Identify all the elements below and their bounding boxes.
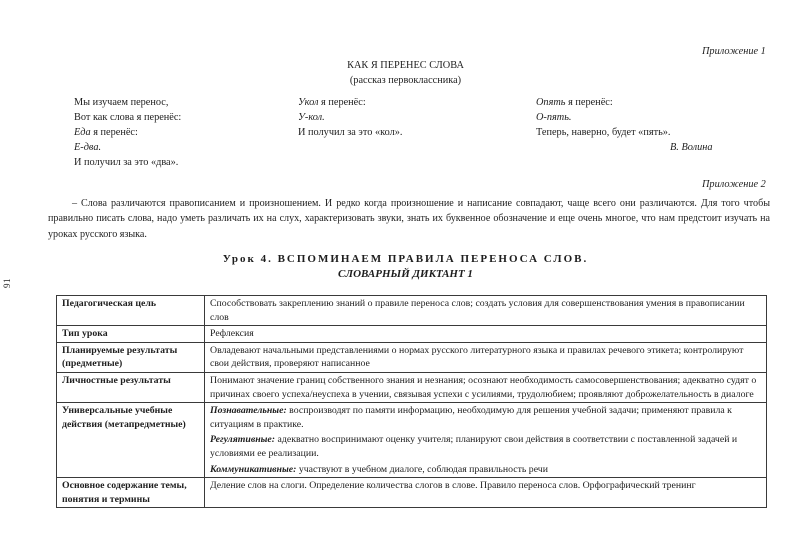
row-value: Понимают значение границ собственного знания и незнания; осознают необходимость самосовершенствования; адекватно судят о причинах своего успеха/неуспеха в учении, связывая успехи с усилиями, трудолюбием; проявляют доброжелательность в диалоге: [205, 372, 767, 402]
row-value: Способствовать закреплению знаний о правиле переноса слов; создать условия для совершенствования умения в правописании слов: [205, 296, 767, 326]
poem-line: Укол я перенёс:: [298, 97, 366, 108]
poem-author: В. Волина: [670, 142, 713, 153]
poem-line: И получил за это «два».: [74, 157, 179, 168]
poem-line: Еда я перенёс:: [74, 127, 138, 138]
poem-line: Теперь, наверно, будет «пять».: [536, 127, 671, 138]
lesson-subtitle: СЛОВАРНЫЙ ДИКТАНТ 1: [338, 268, 473, 280]
page-number: 91: [2, 278, 12, 288]
table-row: [57, 342, 767, 372]
row-label: Планируемые результаты (предметные): [57, 342, 205, 372]
poem-line: Вот как слова я перенёс:: [74, 112, 182, 123]
lesson-title: [0, 253, 811, 267]
row-label: Педагогическая цель: [57, 296, 205, 326]
uud-term: Коммуникативные:: [210, 463, 297, 475]
poem-column-1: [74, 97, 181, 172]
uud-text: участвуют в учебном диалоге, соблюдая правильность речи: [298, 463, 548, 475]
uud-text: адекватно воспринимают оценку учителя; планируют свои действия в соответствии с поставленной задачей и условиями ее реализации.: [210, 434, 738, 459]
uud-term: Познавательные:: [210, 405, 287, 417]
poem-line: И получил за это «кол».: [298, 127, 403, 138]
table-row: [57, 296, 767, 326]
appendix2-label: Приложение 2: [702, 179, 766, 190]
row-value: Рефлексия: [205, 326, 767, 343]
poem-word-ukol: Укол: [298, 97, 319, 108]
lesson-plan-table: [56, 295, 767, 508]
row-label: Личностные результаты: [57, 372, 205, 402]
poem-line: Опять я перенёс:: [536, 97, 613, 108]
poem-line: Мы изучаем перенос,: [74, 97, 169, 108]
appendix2-text: – Слова различаются правописанием и произношением. И редко когда произношение и написание совпадают, чаще всего они различаются. Для того чтобы правильно писать слова, надо уметь различать их на слух, характеризовать звуки, знать их буквенное обозначение и еще очень многое, что нам предстоит изучать на уроках русского языка.: [48, 198, 770, 240]
lesson-title-text: Урок 4. ВСПОМИНАЕМ ПРАВИЛА ПЕРЕНОСА СЛОВ.: [222, 253, 589, 265]
appendix1-title: КАК Я ПЕРЕНЕС СЛОВА: [347, 60, 464, 71]
uud-communicative: [210, 463, 762, 477]
table-row: [57, 478, 767, 508]
appendix1-subtitle: (рассказ первоклассника): [349, 75, 462, 86]
row-label: Основное содержание темы, понятия и термины: [57, 478, 205, 508]
table-row: [57, 326, 767, 343]
uud-cognitive: [210, 404, 762, 431]
uud-term: Регулятивные:: [210, 434, 276, 446]
poem-line: О-пять.: [536, 112, 572, 123]
table-row: [57, 403, 767, 478]
row-label: Универсальные учебные действия (метапредметные): [57, 403, 205, 478]
poem-word-opyat: Опять: [536, 97, 566, 108]
poem-word-eda: Еда: [74, 127, 91, 138]
poem-line: У-кол.: [298, 112, 325, 123]
table-row: [57, 372, 767, 402]
uud-text: воспроизводят по памяти информацию, необходимую для решения учебной задачи; применяют правила к ситуациям в практике.: [210, 405, 732, 430]
row-value: Овладевают начальными представлениями о нормах русского литературного языка и правилах речевого этикета; контролируют свои действия, проверяют написанное: [205, 342, 767, 372]
row-value: [205, 403, 767, 478]
uud-regulatory: [210, 433, 762, 460]
row-value: Деление слов на слоги. Определение количества слогов в слове. Правило переноса слов. Орфографический тренинг: [205, 478, 767, 508]
poem-column-3: [536, 97, 671, 142]
appendix1-label: Приложение 1: [702, 46, 766, 57]
row-label: Тип урока: [57, 326, 205, 343]
poem-line: Е-два.: [74, 142, 102, 153]
poem-column-2: [298, 97, 402, 142]
